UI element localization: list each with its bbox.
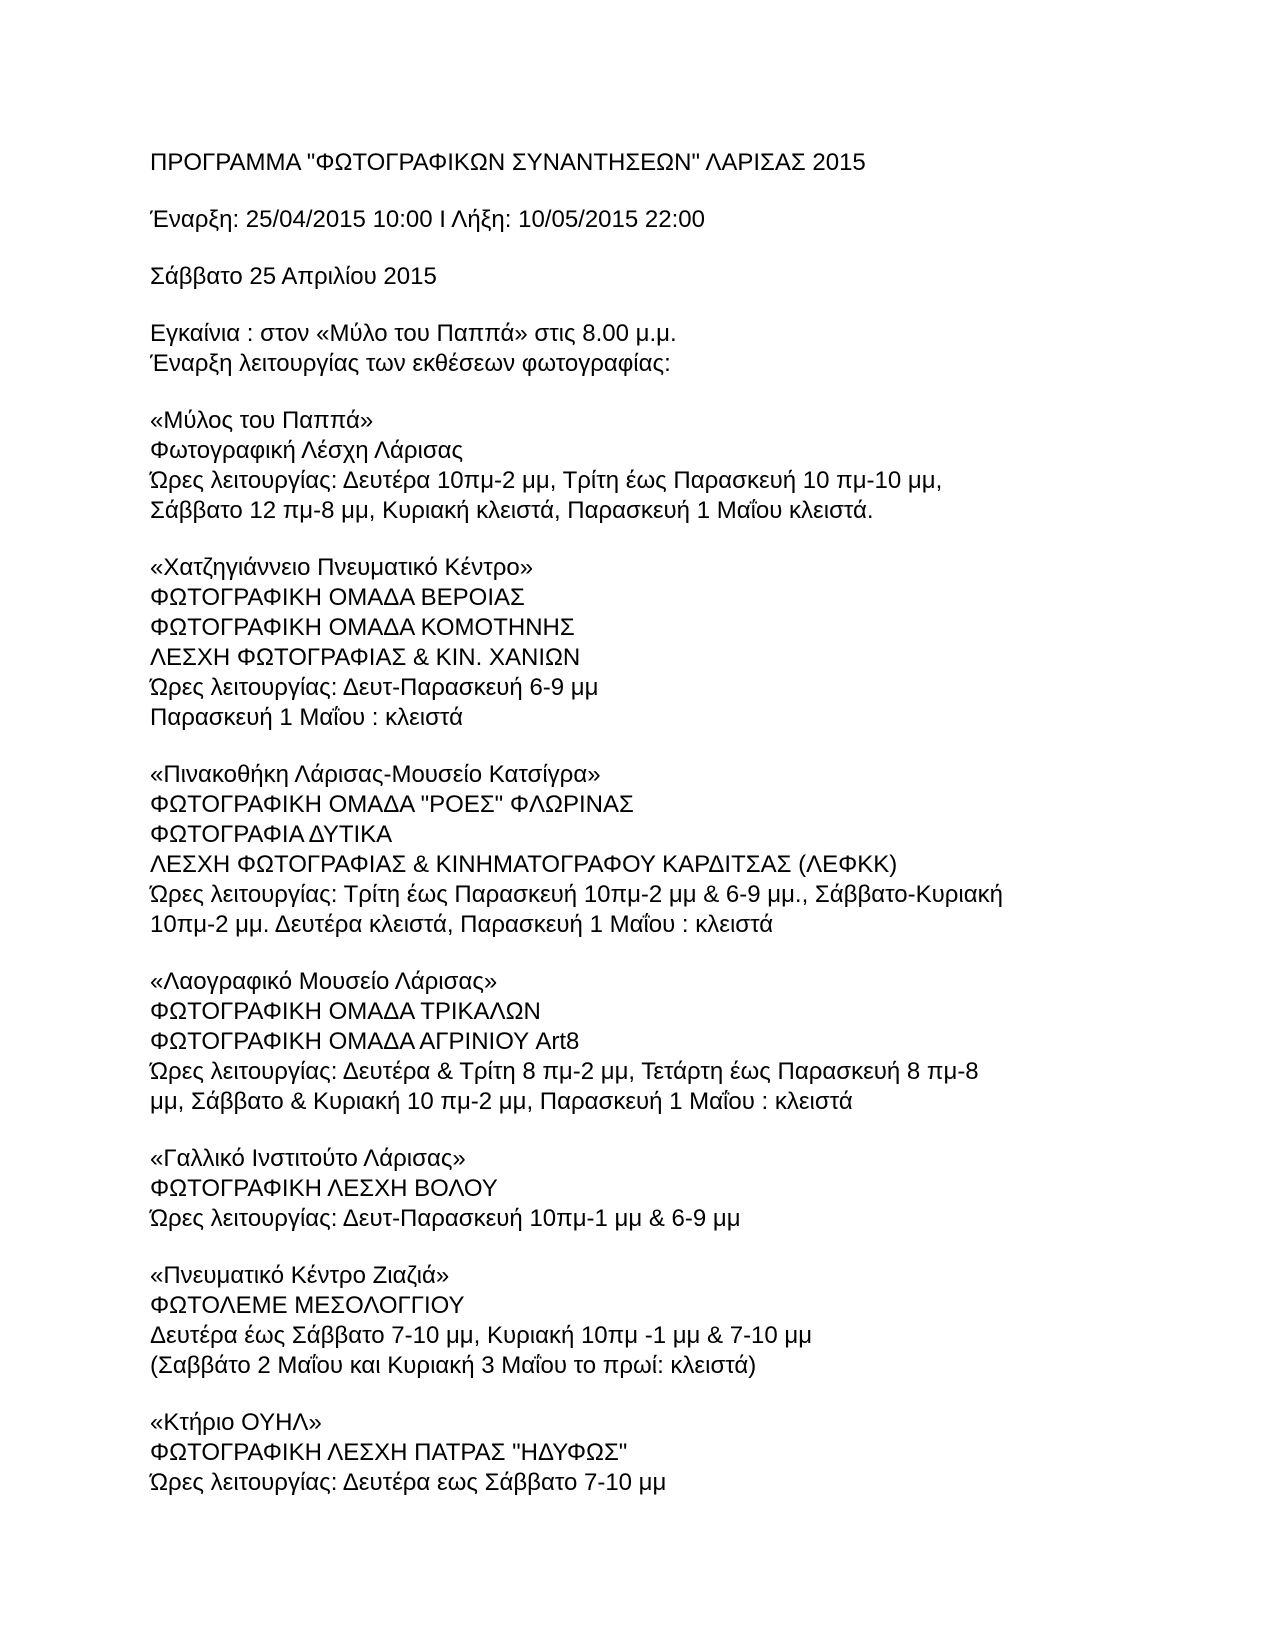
opening-hours: Ώρες λειτουργίας: Δευτέρα & Τρίτη 8 πμ-2 μμ, Τετάρτη έως Παρασκευή 8 πμ-8 — [150, 1058, 979, 1085]
event-duration-line: Έναρξη: 25/04/2015 10:00 Ι Λήξη: 10/05/2015 22:00 — [150, 206, 705, 233]
opening-hours: Ώρες λειτουργίας: Δευτ-Παρασκευή 10πμ-1 μμ & 6-9 μμ — [150, 1205, 741, 1232]
title-paragraph — [150, 148, 1140, 178]
exhibitor: ΦΩΤΟΓΡΑΦΙΚΗ ΟΜΑΔΑ "ΡΟΕΣ" ΦΛΩΡΙΝΑΣ — [150, 791, 634, 818]
date-heading — [150, 262, 1140, 292]
venue-name: «Μύλος του Παππά» — [150, 407, 374, 434]
opening-hours: Δευτέρα έως Σάββατο 7-10 μμ, Κυριακή 10πμ -1 μμ & 7-10 μμ — [150, 1322, 813, 1349]
venue-name: «Πινακοθήκη Λάρισας-Μουσείο Κατσίγρα» — [150, 761, 601, 788]
exhibitor: ΦΩΤΟΓΡΑΦΙΚΗ ΟΜΑΔΑ ΤΡΙΚΑΛΩΝ — [150, 998, 541, 1025]
exhibitor: ΛΕΣΧΗ ΦΩΤΟΓΡΑΦΙΑΣ & ΚΙΝΗΜΑΤΟΓΡΑΦΟΥ ΚΑΡΔΙΤΣΑΣ (ΛΕΦΚΚ) — [150, 851, 898, 878]
venue-section-ktirio-ouil — [150, 1408, 1140, 1498]
opening-hours: Παρασκευή 1 Μαΐου : κλειστά — [150, 704, 463, 731]
venue-section-galliko-institouto — [150, 1144, 1140, 1234]
opening-ceremony-line: Εγκαίνια : στον «Μύλο του Παππά» στις 8.00 μ.μ. — [150, 320, 677, 347]
exhibitor: ΛΕΣΧΗ ΦΩΤΟΓΡΑΦΙΑΣ & ΚΙΝ. ΧΑΝΙΩΝ — [150, 644, 581, 671]
opening-hours: Ώρες λειτουργίας: Δευτ-Παρασκευή 6-9 μμ — [150, 674, 599, 701]
opening-ceremony — [150, 319, 1140, 379]
opening-hours: (Σαββάτο 2 Μαΐου και Κυριακή 3 Μαΐου το πρωί: κλειστά) — [150, 1352, 757, 1379]
opening-hours: 10πμ-2 μμ. Δευτέρα κλειστά, Παρασκευή 1 Μαΐου : κλειστά — [150, 911, 774, 938]
venue-name: «Κτήριο ΟΥΗΛ» — [150, 1409, 322, 1436]
exhibitor: Φωτογραφική Λέσχη Λάρισας — [150, 437, 464, 464]
venue-section-pinakothiki-katsigra — [150, 760, 1140, 940]
exhibitor: ΦΩΤΟΛΕΜΕ ΜΕΣΟΛΟΓΓΙΟΥ — [150, 1292, 465, 1319]
event-duration — [150, 205, 1140, 235]
venue-name: «Χατζηγιάννειο Πνευματικό Κέντρο» — [150, 554, 534, 581]
opening-hours: Ώρες λειτουργίας: Δευτέρα 10πμ-2 μμ, Τρίτη έως Παρασκευή 10 πμ-10 μμ, — [150, 467, 943, 494]
date-heading-line: Σάββατο 25 Απριλίου 2015 — [150, 263, 437, 290]
exhibitor: ΦΩΤΟΓΡΑΦΙΚΗ ΛΕΣΧΗ ΠΑΤΡΑΣ "ΗΔΥΦΩΣ" — [150, 1439, 628, 1466]
opening-hours: Ώρες λειτουργίας: Δευτέρα εως Σάββατο 7-10 μμ — [150, 1469, 667, 1496]
opening-hours: Ώρες λειτουργίας: Τρίτη έως Παρασκευή 10πμ-2 μμ & 6-9 μμ., Σάββατο-Κυριακή — [150, 881, 1003, 908]
venue-section-pnevmatiko-kentro-ziazia — [150, 1261, 1140, 1381]
page-title: ΠΡΟΓΡΑΜΜΑ "ΦΩΤΟΓΡΑΦΙΚΩΝ ΣΥΝΑΝΤΗΣΕΩΝ" ΛΑΡΙΣΑΣ 2015 — [150, 149, 866, 176]
venue-section-mylos-tou-pappa — [150, 406, 1140, 526]
venue-name: «Λαογραφικό Μουσείο Λάρισας» — [150, 968, 498, 995]
exhibitor: ΦΩΤΟΓΡΑΦΙΚΗ ΟΜΑΔΑ ΒΕΡΟΙΑΣ — [150, 584, 525, 611]
opening-hours: μμ, Σάββατο & Κυριακή 10 πμ-2 μμ, Παρασκευή 1 Μαΐου : κλειστά — [150, 1088, 853, 1115]
opening-ceremony-line: Έναρξη λειτουργίας των εκθέσεων φωτογραφίας: — [150, 350, 671, 377]
exhibitor: ΦΩΤΟΓΡΑΦΙΚΗ ΛΕΣΧΗ ΒΟΛΟΥ — [150, 1175, 498, 1202]
venue-name: «Πνευματικό Κέντρο Ζιαζιά» — [150, 1262, 450, 1289]
exhibitor: ΦΩΤΟΓΡΑΦΙΚΗ ΟΜΑΔΑ ΑΓΡΙΝΙΟΥ Art8 — [150, 1028, 580, 1055]
exhibitor: ΦΩΤΟΓΡΑΦΙΚΗ ΟΜΑΔΑ ΚΟΜΟΤΗΝΗΣ — [150, 614, 575, 641]
exhibitor: ΦΩΤΟΓΡΑΦΙΑ ΔΥΤΙΚΑ — [150, 821, 393, 848]
venue-name: «Γαλλικό Ινστιτούτο Λάρισας» — [150, 1145, 466, 1172]
document-body — [150, 148, 1140, 1525]
opening-hours: Σάββατο 12 πμ-8 μμ, Κυριακή κλειστά, Παρασκευή 1 Μαΐου κλειστά. — [150, 497, 874, 524]
venue-section-chatzigianneio — [150, 553, 1140, 733]
venue-section-laografiko-mouseio — [150, 967, 1140, 1117]
